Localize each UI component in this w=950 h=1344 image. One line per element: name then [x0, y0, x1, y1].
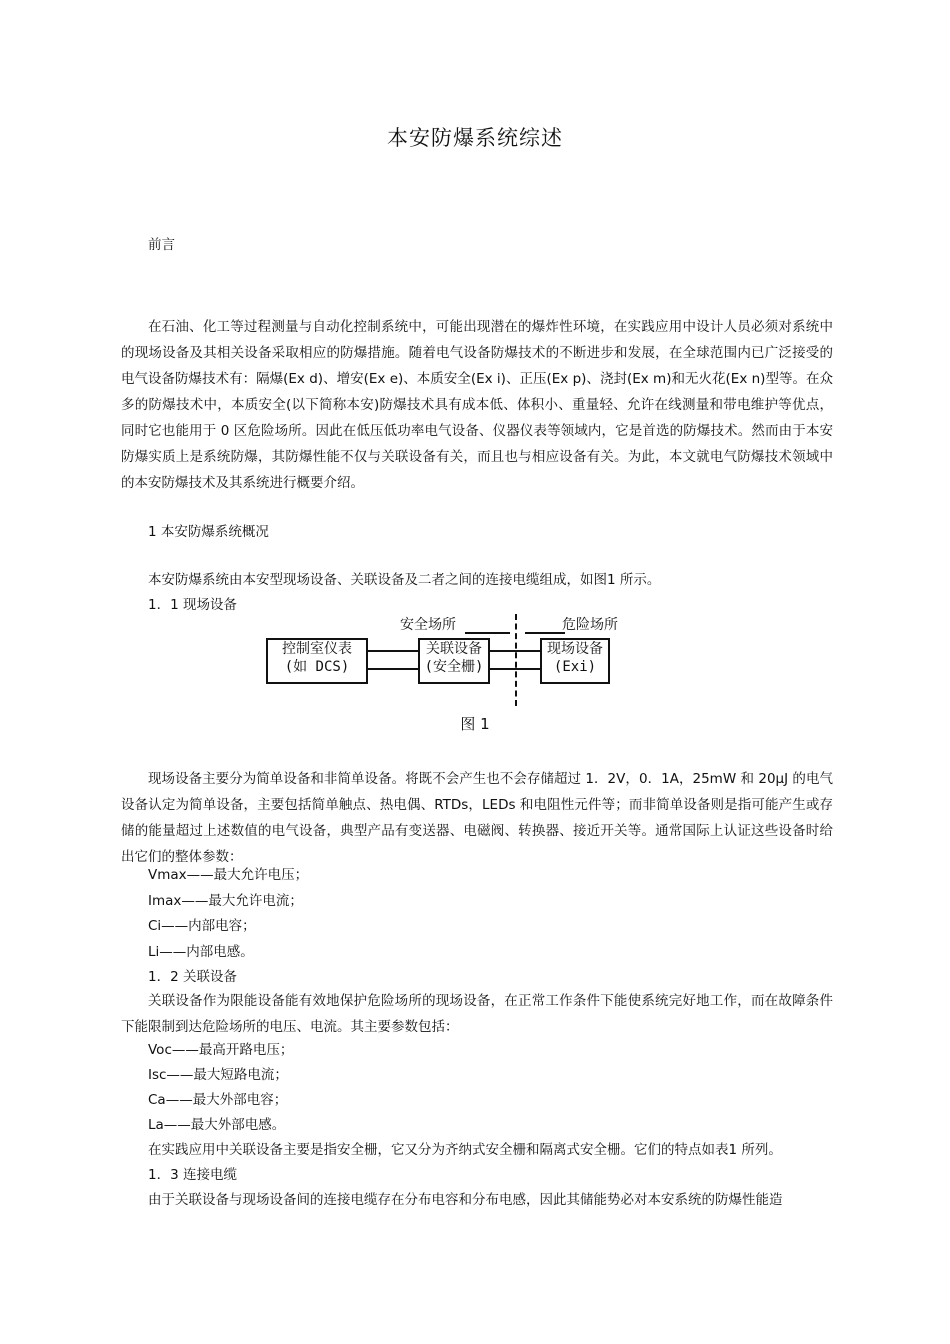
- param-ci: Ci——内部电容；: [148, 918, 256, 934]
- param-ca: Ca——最大外部电容；: [148, 1092, 288, 1108]
- hazard-area-label: 危险场所: [562, 617, 618, 633]
- connection-line-top-left: [368, 650, 418, 652]
- param-isc: Isc——最大短路电流；: [148, 1067, 288, 1083]
- intro-paragraph: 在石油、化工等过程测量与自动化控制系统中，可能出现潜在的爆炸性环境，在实践应用中设计人员必须对系统中的现场设备及其相关设备采取相应的防爆措施。随着电气设备防爆技术的不断进步和发展，在全球范围内已广泛接受的电气设备防爆技术有：隔爆(Ex d)、增安(Ex e)、本质安全(Ex i)、正压(Ex p)、浇封(Ex m)和无火花(Ex n)型等。在众多的防爆技术中，本质安全(以下简称本安)防爆技术具有成本低、体积小、重量轻、允许在线测量和带电维护等优点，同时它也能用于 0 区危险场所。因此在低压低功率电气设备、仪器仪表等领域内，它是首选的防爆技术。然而由于本安防爆实质上是系统防爆，其防爆性能不仅与关联设备有关，而且也与相应设备有关。为此，本文就电气防爆技术领域中的本安防爆技术及其系统进行概要介绍。: [121, 319, 833, 491]
- field-box-line1: 现场设备: [547, 641, 603, 657]
- section-1-paragraph: 本安防爆系统由本安型现场设备、关联设备及二者之间的连接电缆组成，如图1 所示。: [148, 572, 661, 588]
- field-device-box: [540, 638, 610, 684]
- control-box-line1: 控制室仪表: [282, 641, 352, 657]
- connection-line-top-right: [490, 650, 540, 652]
- control-box-line2: (如 DCS): [284, 659, 350, 675]
- param-la: La——最大外部电感。: [148, 1117, 286, 1133]
- param-voc: Voc——最高开路电压；: [148, 1042, 294, 1058]
- field-device-paragraph: 现场设备主要分为简单设备和非简单设备。将既不会产生也不会存储超过 1．2V，0．1A，25mW 和 20μJ 的电气设备认定为简单设备，主要包括简单触点、热电偶、RTDs，LEDs 和电阻性元件等；而非简单设备则是指可能产生或存储的能量超过上述数值的电气设备，典型产品有变送器、电磁阀、转换器、接近开关等。通常国际上认证这些设备时给出它们的整体参数：: [121, 771, 833, 865]
- section-1-2-heading: 1．2 关联设备: [148, 969, 237, 985]
- safe-area-label: 安全场所: [400, 617, 456, 633]
- cable-paragraph: 由于关联设备与现场设备间的连接电缆存在分布电容和分布电感，因此其储能势必对本安系统的防爆性能造: [148, 1192, 783, 1208]
- preface-heading: 前言: [148, 237, 175, 253]
- assoc-box-line2: (安全栅): [424, 659, 484, 675]
- figure-1-caption: 图 1: [460, 715, 490, 733]
- section-1-3-heading: 1．3 连接电缆: [148, 1167, 237, 1183]
- area-boundary-dashed-line: [515, 614, 517, 706]
- associated-device-paragraph: 关联设备作为限能设备能有效地保护危险场所的现场设备，在正常工作条件下能使系统完好地工作，而在故障条件下能限制到达危险场所的电压、电流。其主要参数包括：: [121, 993, 833, 1035]
- param-vmax: Vmax——最大允许电压；: [148, 867, 309, 883]
- safe-area-underline: [465, 632, 510, 634]
- control-room-instrument-box: [266, 638, 368, 684]
- associated-device-closing: 在实践应用中关联设备主要是指安全栅，它又分为齐纳式安全栅和隔离式安全栅。它们的特点如表1 所列。: [148, 1142, 782, 1158]
- section-1-heading: 1 本安防爆系统概况: [148, 524, 269, 540]
- connection-line-bottom-left: [368, 668, 418, 670]
- param-imax: Imax——最大允许电流；: [148, 893, 303, 909]
- param-li: Li——内部电感。: [148, 944, 254, 960]
- section-1-1-heading: 1．1 现场设备: [148, 597, 237, 613]
- field-box-line2: (Exi): [553, 659, 597, 675]
- associated-device-box: [418, 638, 490, 684]
- assoc-box-line1: 关联设备: [426, 641, 482, 657]
- connection-line-bottom-right: [490, 668, 540, 670]
- hazard-area-underline: [525, 632, 565, 634]
- figure-1-diagram: [260, 612, 640, 712]
- document-title: 本安防爆系统综述: [387, 126, 563, 150]
